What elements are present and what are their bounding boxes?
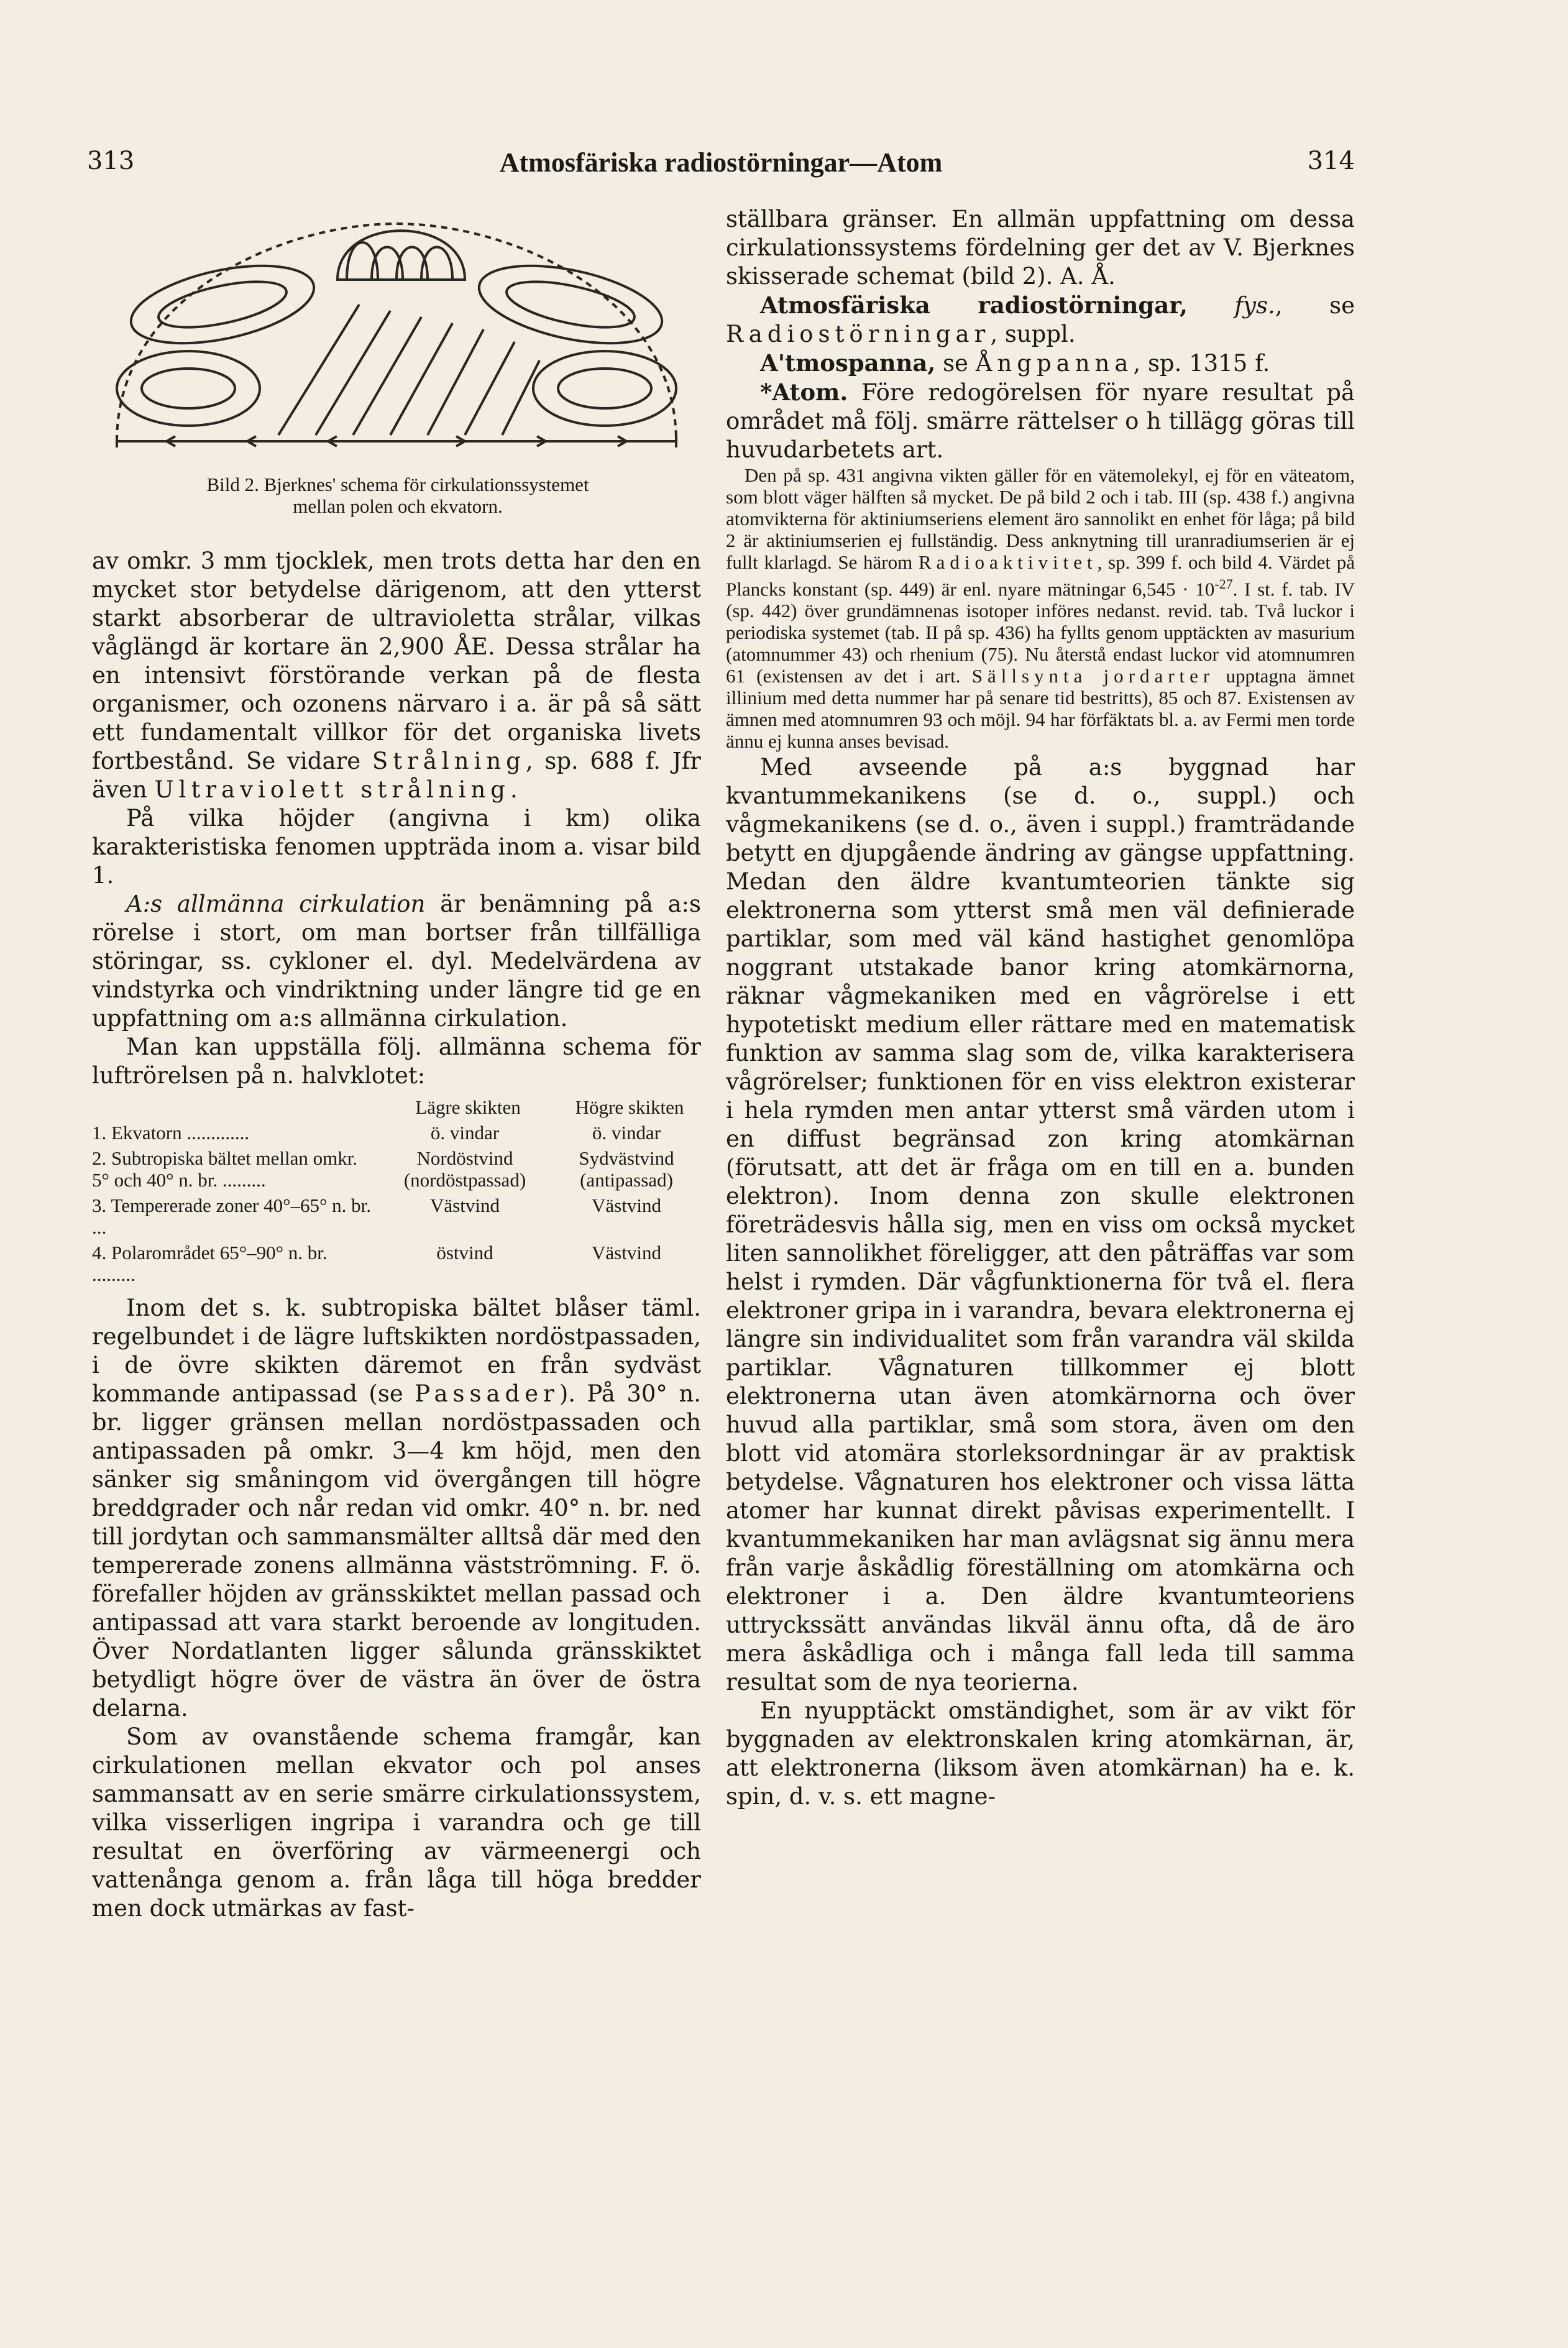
- page-header: [87, 147, 1355, 184]
- wind-table-header: [92, 1096, 701, 1118]
- header-upper-layers: Högre skikten: [575, 1096, 684, 1118]
- xref-sallsynta-jordarter[interactable]: Sällsynta jordarter: [971, 665, 1215, 687]
- term-circulation: A:s allmänna cirkulation: [126, 891, 426, 917]
- right-column: [726, 205, 1355, 1811]
- wind-table-row: 2. Subtropiska bältet mellan omkr. 5° och 40° n. br. ......... Nordöstvind (nordöstpassad) Sydvästvind (antipassad): [92, 1147, 674, 1191]
- entry-atmosfariska-radiostorningar: Atmosfäriska radiostörningar, fys., se Radiostörningar, suppl.: [726, 291, 1355, 347]
- xref-radioaktivitet[interactable]: Radioaktivitet: [918, 551, 1098, 573]
- paragraph-heights: På vilka höjder (angivna i km) olika karakteristiska fenomen uppträda inom a. visar bild 1.: [92, 805, 701, 889]
- xref-radiostorningar[interactable]: Radiostörningar: [726, 321, 991, 347]
- header-lower-layers: Lägre skikten: [415, 1096, 521, 1118]
- paragraph-spin: En nyupptäckt omständighet, som är av vikt för byggnaden av elektronskalen kring atomkärnan, är, att elektronerna (liksom även atomkärnan) ha e. k. spin, d. v. s. ett magne-: [726, 1697, 1355, 1810]
- wind-table: [92, 1096, 701, 1285]
- paragraph-subtropical: Inom det s. k. subtropiska bältet blåser täml. regelbundet i de lägre luftskikten nordöstpassaden, i de övre skikten däremot en från sydväst kommande antipassad (se Passader). På 30° n. br. ligger gränsen mellan nordöstpassaden och antipassaden på omkr. 3—4 km höjd, men den sänker sig småningom vid övergången till högre breddgrader och når redan vid omkr. 40° n. br. ned till jordytan och sammansmälter alltså där med den tempererade zonens allmänna västströmning. F. ö. förefaller höjden av gränsskiktet mellan passad och antipassad att vara starkt beroende av longituden. Över Nordatlanten ligger sålunda gränsskiktet betydligt högre över de västra än över de östra delarna.: [92, 1295, 702, 1722]
- caption-line-1: Bild 2. Bjerknes' schema för cirkulationssystemet: [206, 474, 589, 495]
- wind-table-row: 1. Ekvatorn ............. ö. vindar ö. vindar: [92, 1122, 661, 1144]
- entry-atmospanna: A'tmospanna, se Ångpanna, sp. 1315 f.: [760, 349, 1270, 377]
- paragraph-quantum: Med avseende på a:s byggnad har kvantummekanikens (se d. o., suppl.) och vågmekanikens (se d. o., även i suppl.) framträdande betytt en djupgående ändring av gängse uppfattning. Medan den äldre kvantumteorien tänkte sig elektronerna som ytterst små men väl definierade partiklar, som med väl känd hastighet genomlöpa noggrant utstakade banor kring atomkärnorna, räknar vågmekaniken med en vågrörelse i ett hypotetiskt medium eller rättare med en matematisk funktion av samma slag som de, vilka karakterisera vågrörelser; funktionen för en viss elektron existerar i hela rymden men antar ytterst små värden utom i en diffust begränsad zon kring atomkärnan (förutsatt, att det är fråga om en till en a. bunden elektron). Inom denna zon skulle elektronen företrädesvis hålla sig, men en viss om också mycket liten sannolikhet föreligger, att den påträffas var som helst i rymden. Där vågfunktionerna för två el. flera elektroner gripa in i varandra, bevara elektronerna ej längre sin individualitet som från varandra väl skilda partiklar. Vågnaturen tillkommer ej blott elektronerna utan även atomkärnorna och över huvud alla partiklar, små som stora, även om den blott vid atomära storleksordningar är av praktisk betydelse. Vågnaturen hos elektroner och vissa lätta atomer har kunnat direkt påvisas experimentellt. I kvantummekaniken har man avlägsnat sig ännu mera från varje åskådlig föreställning om atomkärna och elektroner i a. Den äldre kvantumteoriens uttryckssätt användas likväl ännu ofta, då de äro mera åskådliga och i många fall leda till samma resultat som de nya teorierna.: [726, 754, 1355, 1696]
- paragraph-circulation: A:s allmänna cirkulation är benämning på a:s rörelse i stort, om man bortser från tillfälliga störingar, ss. cykloner el. dyl. Medelvärdena av vindstyrka och vindriktning under längre tid ge en uppfattning om a:s allmänna cirkulation.: [92, 891, 701, 1032]
- caption-line-2: mellan polen och ekvatorn.: [293, 495, 503, 517]
- xref-stralning[interactable]: Strålning: [372, 748, 526, 774]
- figure-caption: [99, 474, 696, 517]
- small-print-corrections: Den på sp. 431 angivna vikten gäller för en vätemolekyl, ej för en väteatom, som blott väger hälften så mycket. De på bild 2 och i tab. III (sp. 438 f.) angivna atomvikterna för aktiniumseriens element äro sannolikt en enhet för låga; på bild 2 är aktiniumserien ej fullständig. Dess anknytning till uranradiumserien är ej fullt klarlagd. Se härom Radioaktivitet, sp. 399 f. och bild 4. Värdet på Plancks konstant (sp. 449) är enl. nyare mätningar $6,545 \cdot 10^{-27}$. I st. f. tab. IV (sp. 442) över grundämnenas isotoper införes nedanst. revid. tab. Två luckor i periodiska systemet (tab. II på sp. 436) ha fyllts genom upptäckten av masurium (atomnummer 43) och rhenium (75). Nu återstå endast luckor vid atomnumren 61 (existensen av det i art. Sällsynta jordarter upptagna ämnet illinium med detta nummer har på senare tid bestritts), 85 och 87. Existensen av ämnen med atomnumren 93 och möjl. 94 har förfäktats bl. a. av Fermi men torde ännu ej kunna anses bevisad.: [726, 464, 1355, 753]
- left-lower-cell: [117, 351, 260, 426]
- entry-atom: *Atom. Före redogörelsen för nyare resultat på området må följ. smärre rättelser o h tillägg göras till huvudarbetets art.: [726, 378, 1355, 463]
- paragraph-ozone: av omkr. 3 mm tjocklek, men trots detta har den en mycket stor betydelse därigenom, att den ytterst starkt absorberar de ultravioletta strålar, vilkas våglängd är kortare än 2,900 ÅE. Dessa strålar ha en intensivt förstörande verkan på de flesta organismer, och ozonens närvaro i a. är på så sätt ett fundamentalt villkor för det organiska livets fortbestånd. Se vidare Strålning, sp. 688 f. Jfr även Ultraviolett strålning.: [92, 548, 701, 803]
- page-number-left: 313: [87, 147, 135, 175]
- paragraph-cells: Som av ovanstående schema framgår, kan cirkulationen mellan ekvator och pol anses sammansatt av en serie smärre cirkulationssystem, vilka visserligen ingripa i varandra och ge till resultat en överföring av värmeenergi och vattenånga genom a. från låga till höga bredder men dock utmärkas av fast-: [92, 1723, 701, 1922]
- left-column: [92, 547, 701, 1923]
- paragraph-schema-intro: Man kan uppställa följ. allmänna schema för luftrörelsen på n. halvklotet:: [92, 1034, 701, 1089]
- xref-passader[interactable]: Passader: [415, 1380, 559, 1407]
- running-title: Atmosfäriska radiostörningar—Atom: [499, 147, 943, 178]
- wind-table-row: 3. Tempererade zoner 40°–65° n. br. ... Västvind Västvind: [92, 1195, 661, 1238]
- circulation-diagram-svg: [92, 211, 701, 472]
- wind-table-row: 4. Polarområdet 65°–90° n. br. ......... östvind Västvind: [92, 1242, 661, 1285]
- right-lower-cell: [533, 351, 676, 426]
- right-upper-cell: [472, 252, 669, 357]
- paragraph-bjerknes: ställbara gränser. En allmän uppfattning om dessa cirkulationssystems fördelning ger det av V. Bjerknes skisserade schemat (bild 2). A. Å.: [726, 206, 1355, 290]
- left-upper-cell: [124, 252, 321, 357]
- xref-angpanna[interactable]: Ångpanna: [975, 350, 1134, 377]
- circulation-diagram: [92, 211, 701, 472]
- page-number-right: 314: [1307, 147, 1355, 175]
- xref-ultraviolett[interactable]: Ultraviolett strålning: [154, 776, 510, 803]
